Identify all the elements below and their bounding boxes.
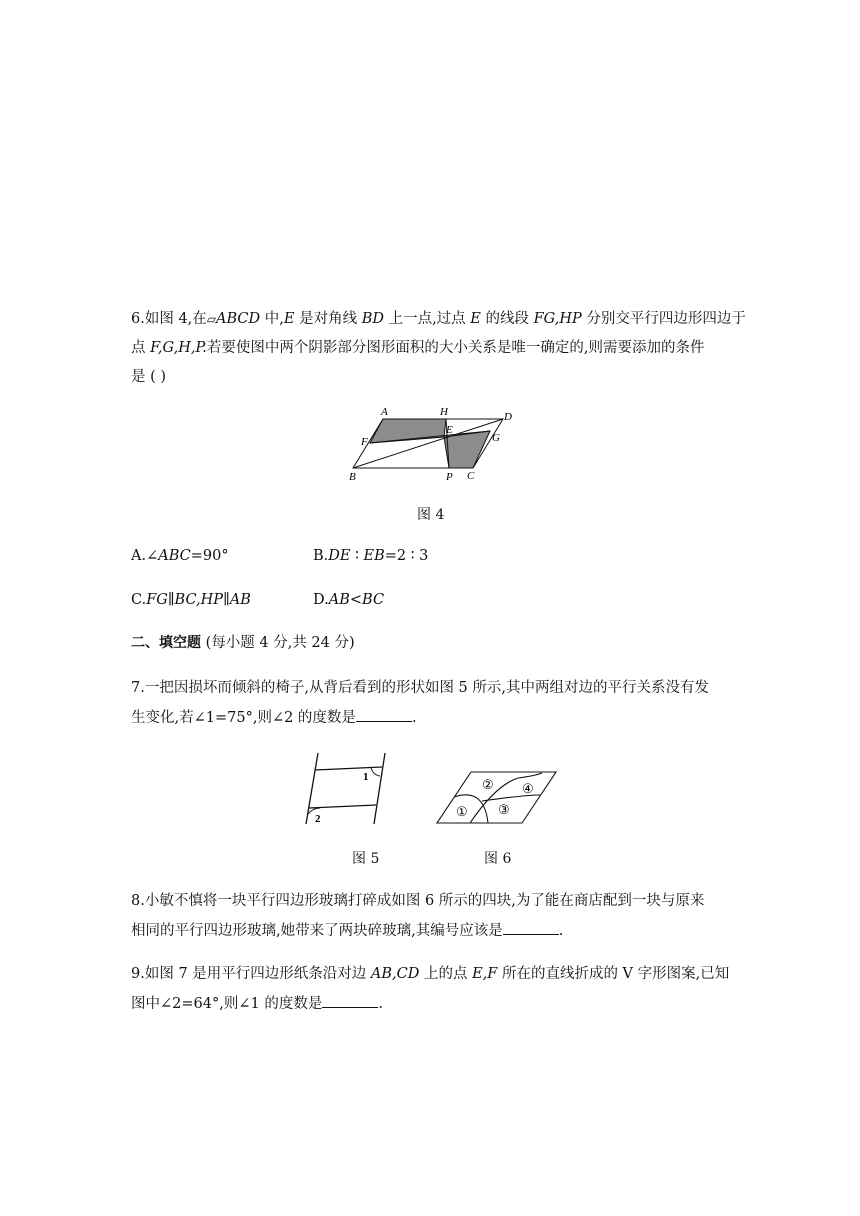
option-b-var: EB bbox=[363, 548, 385, 564]
option-b-value: =2 ∶ 3 bbox=[384, 548, 429, 564]
q8-answer-blank[interactable] bbox=[503, 920, 559, 935]
fig4-label-g: G bbox=[492, 432, 500, 444]
q9-answer-blank[interactable] bbox=[322, 993, 378, 1008]
q7-period: . bbox=[411, 710, 417, 726]
option-a-value: =90° bbox=[190, 548, 229, 564]
section-2-note: (每小题 4 分,共 24 分) bbox=[201, 635, 355, 651]
q6-text: 分别交平行四边形四边于 bbox=[581, 311, 746, 327]
fig5-label-2: 2 bbox=[315, 813, 321, 825]
figure-6 bbox=[434, 767, 559, 827]
fig6-label-3: ③ bbox=[498, 802, 510, 817]
fig6-label-2: ② bbox=[482, 777, 494, 792]
less-than-sign: < bbox=[349, 592, 363, 608]
q6-line-1 bbox=[131, 309, 746, 329]
fig4-shaded-right bbox=[444, 431, 490, 468]
q6-text: 的线段 bbox=[480, 311, 534, 327]
q7-line-1: 7.一把因损坏而倾斜的椅子,从背后看到的形状如图 5 所示,其中两组对边的平行关系没有发 bbox=[131, 680, 709, 696]
q7-line-2 bbox=[131, 707, 417, 728]
option-d-var: BC bbox=[362, 592, 385, 608]
q6-text: 是对角线 bbox=[294, 311, 362, 327]
q9-text: 所在的直线折成的 V 字形图案,已知 bbox=[497, 966, 730, 982]
fig6-crack-1 bbox=[470, 778, 518, 823]
option-c-var: FG bbox=[146, 592, 168, 608]
q9-text: 上的点 bbox=[419, 966, 473, 982]
fig4-label-b: B bbox=[349, 471, 356, 483]
fig6-parallelogram bbox=[437, 772, 556, 823]
fig4-caption: 图 4 bbox=[417, 507, 445, 523]
figure-4 bbox=[340, 400, 540, 490]
section-2-title: 二、填空题 bbox=[131, 635, 201, 651]
q6-var: F,G,H,P. bbox=[150, 340, 207, 356]
fig4-label-f: F bbox=[361, 436, 368, 448]
option-d-label: D. bbox=[313, 592, 329, 608]
fig6-crack-2 bbox=[518, 773, 542, 778]
fig4-label-e: E bbox=[446, 424, 453, 436]
q9-var: AB,CD bbox=[370, 966, 420, 982]
q6-option-b bbox=[313, 546, 428, 566]
figure-5 bbox=[300, 750, 395, 830]
fig5-caption: 图 5 bbox=[352, 851, 380, 867]
fig5-angle-1-arc bbox=[371, 768, 380, 777]
q6-option-c bbox=[131, 590, 251, 610]
fig6-label-1: ① bbox=[456, 804, 468, 819]
q6-var: ABCD bbox=[216, 311, 261, 327]
option-b-ratio-sign: ∶ bbox=[350, 548, 364, 564]
q6-var: FG,HP bbox=[533, 311, 582, 327]
q6-var: BD bbox=[361, 311, 384, 327]
fig5-bottom-bar bbox=[309, 805, 376, 808]
q6-text: 中, bbox=[260, 311, 284, 327]
q6-line-3: 是 ( ) bbox=[131, 369, 167, 385]
q8-text: 相同的平行四边形玻璃,她带来了两块碎玻璃,其编号应该是 bbox=[131, 923, 503, 939]
parallel-sign: ∥ bbox=[223, 592, 230, 608]
q8-line-2 bbox=[131, 920, 563, 941]
option-c-label: C. bbox=[131, 592, 147, 608]
option-c-var: AB bbox=[229, 592, 251, 608]
parallel-sign: ∥ bbox=[167, 592, 175, 608]
fig4-label-a: A bbox=[381, 406, 388, 418]
fig4-label-d: D bbox=[504, 411, 512, 423]
q6-number: 6. bbox=[131, 311, 145, 327]
fig4-label-h: H bbox=[440, 406, 448, 418]
q6-text: 如图 4,在 bbox=[144, 311, 207, 327]
q6-var: E bbox=[470, 311, 481, 327]
option-d-var: AB bbox=[328, 592, 350, 608]
q8-period: . bbox=[558, 923, 564, 939]
q6-option-d bbox=[313, 590, 384, 610]
option-a-label: A.∠ bbox=[131, 548, 159, 564]
fig5-right-leg bbox=[374, 753, 385, 824]
q7-answer-blank[interactable] bbox=[356, 707, 412, 722]
q6-var: E bbox=[283, 311, 295, 327]
q9-var: E,F bbox=[472, 966, 498, 982]
option-c-var: BC,HP bbox=[174, 592, 224, 608]
fig5-label-1: 1 bbox=[363, 771, 369, 783]
section-2-heading bbox=[131, 633, 355, 653]
q8-line-1: 8.小敏不慎将一块平行四边形玻璃打碎成如图 6 所示的四块,为了能在商店配到一块与原来 bbox=[131, 893, 705, 909]
q9-line-2 bbox=[131, 993, 383, 1014]
option-a-var: ABC bbox=[158, 548, 191, 564]
q6-text: 若要使图中两个阴影部分图形面积的大小关系是唯一确定的,则需要添加的条件 bbox=[206, 340, 705, 356]
fig6-label-4: ④ bbox=[522, 781, 534, 796]
q9-text: 9.如图 7 是用平行四边形纸条沿对边 bbox=[131, 966, 371, 982]
parallelogram-symbol: ▱ bbox=[206, 312, 217, 326]
q6-option-a bbox=[131, 546, 229, 566]
q9-line-1 bbox=[131, 964, 729, 984]
q6-text: 上一点,过点 bbox=[383, 311, 471, 327]
fig4-label-c: C bbox=[467, 470, 475, 482]
q7-text: 生变化,若∠1=75°,则∠2 的度数是 bbox=[131, 710, 356, 726]
option-b-var: DE bbox=[328, 548, 351, 564]
q6-text: 点 bbox=[131, 340, 151, 356]
option-b-label: B. bbox=[313, 548, 329, 564]
q6-line-2 bbox=[131, 338, 705, 358]
fig6-caption: 图 6 bbox=[484, 851, 512, 867]
fig4-label-p: P bbox=[446, 471, 453, 483]
q9-period: . bbox=[378, 996, 383, 1012]
q9-text: 图中∠2=64°,则∠1 的度数是 bbox=[131, 996, 323, 1012]
